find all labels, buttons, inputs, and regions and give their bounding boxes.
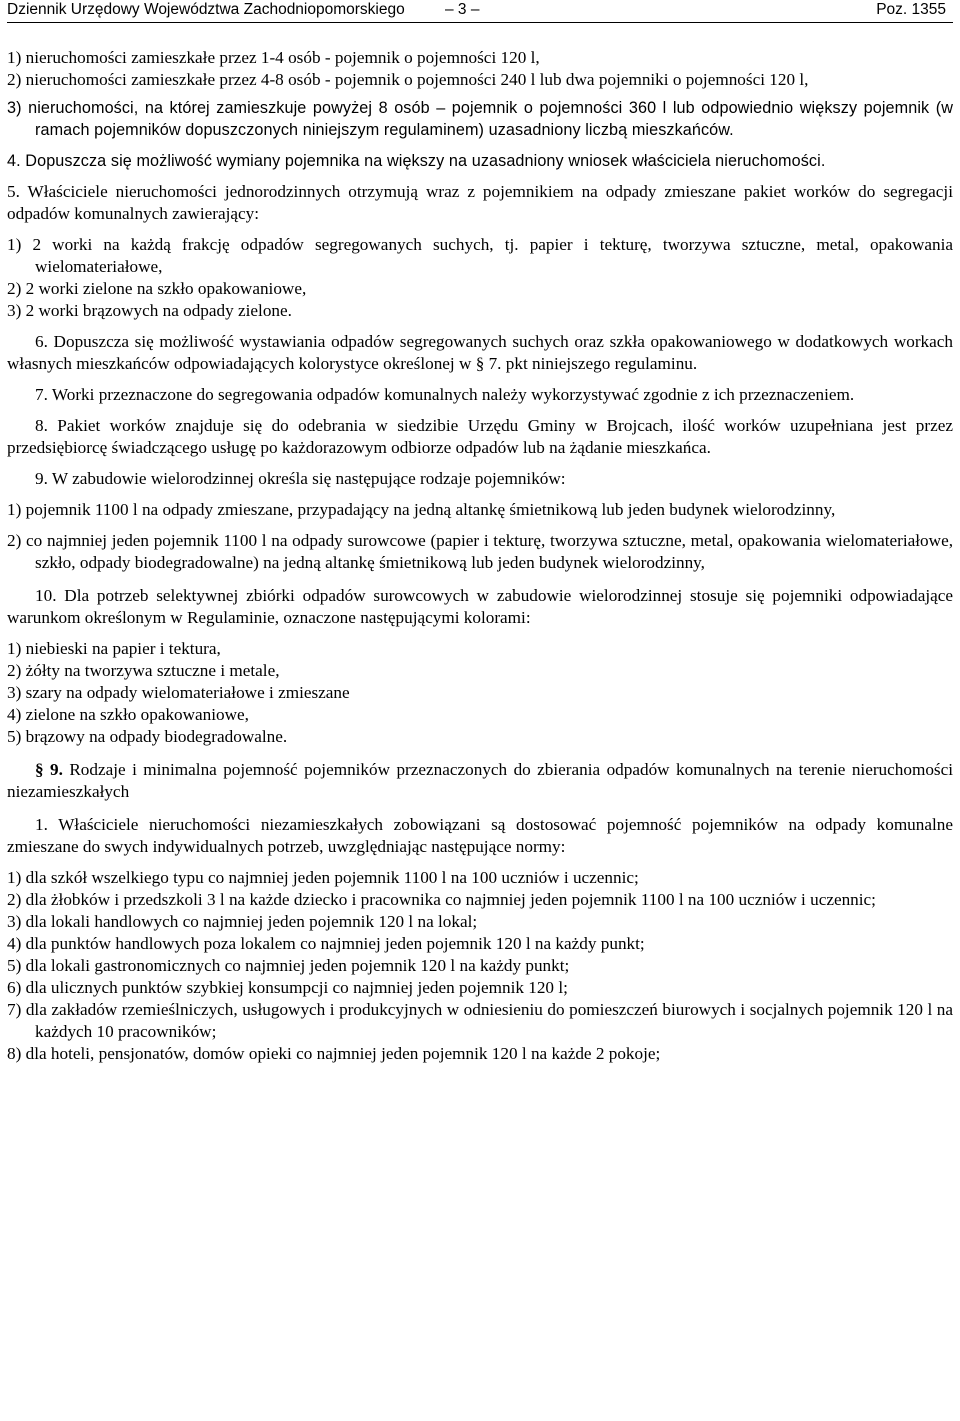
list-item: 4) dla punktów handlowych poza lokalem co najmniej jeden pojemnik 120 l na każdy punkt; xyxy=(7,934,645,953)
paragraph: 1. Właściciele nieruchomości niezamieszkałych zobowiązani są dostosować pojemność pojemników na odpady komunalne zmieszane do swych indywidualnych potrzeb, uwzględniając następujące normy: xyxy=(7,815,953,856)
list-item: 6) dla ulicznych punktów szybkiej konsumpcji co najmniej jeden pojemnik 120 l; xyxy=(7,978,568,997)
list-item: 1) 2 worki na każdą frakcję odpadów segregowanych suchych, tj. papier i tekturę, tworzywa sztuczne, metal, opakowania wielomateriałowe, xyxy=(7,235,953,276)
list-item: 3) szary na odpady wielomateriałowe i zmieszane xyxy=(7,683,350,702)
section-number: § 9. xyxy=(35,760,63,779)
document-body xyxy=(7,23,953,1065)
list-item: 1) nieruchomości zamieszkałe przez 1-4 osób - pojemnik o pojemności 120 l, xyxy=(7,48,540,67)
list-item: 2) nieruchomości zamieszkałe przez 4-8 osób - pojemnik o pojemności 240 l lub dwa pojemniki o pojemności 120 l, xyxy=(7,70,809,89)
list-item: 5) dla lokali gastronomicznych co najmniej jeden pojemnik 120 l na każdy punkt; xyxy=(7,956,570,975)
list-item: 4) zielone na szkło opakowaniowe, xyxy=(7,705,249,724)
list-item: 3) nieruchomości, na której zamieszkuje powyżej 8 osób – pojemnik o pojemności 360 l lub odpowiednio większy pojemnik (w ramach pojemników dopuszczonych niniejszym regulaminem) uzasadniony liczbą mieszkańców. xyxy=(7,99,953,139)
paragraph: 6. Dopuszcza się możliwość wystawiania odpadów segregowanych suchych oraz szkła opakowaniowego w dodatkowych workach własnych mieszkańców odpowiadających kolorystyce określonej w § 7. pkt niniejszego regulaminu. xyxy=(7,332,953,373)
list-item: 8) dla hoteli, pensjonatów, domów opieki co najmniej jeden pojemnik 120 l na każde 2 pokoje; xyxy=(7,1044,661,1063)
journal-title: Dziennik Urzędowy Województwa Zachodniopomorskiego xyxy=(7,1,405,18)
list-item: 2) żółty na tworzywa sztuczne i metale, xyxy=(7,661,280,680)
list-item: 1) pojemnik 1100 l na odpady zmieszane, przypadający na jedną altankę śmietnikową lub jeden budynek wielorodzinny, xyxy=(7,500,836,519)
list-item: 3) dla lokali handlowych co najmniej jeden pojemnik 120 l na lokal; xyxy=(7,912,478,931)
paragraph: 7. Worki przeznaczone do segregowania odpadów komunalnych należy wykorzystywać zgodnie z ich przeznaczeniem. xyxy=(35,385,855,404)
list-item: 1) dla szkół wszelkiego typu co najmniej jeden pojemnik 1100 l na 100 uczniów i uczennic; xyxy=(7,868,639,887)
list-item: 5) brązowy na odpady biodegradowalne. xyxy=(7,727,288,746)
list-item: 7) dla zakładów rzemieślniczych, usługowych i produkcyjnych w odniesieniu do pomieszczeń biurowych i socjalnych pojemnik 120 l na każdych 10 pracowników; xyxy=(7,1000,953,1041)
paragraph: 8. Pakiet worków znajduje się do odebrania w siedzibie Urzędu Gminy w Brojcach, ilość worków uzupełniana jest przez przedsiębiorcę świadczącego usługę po każdorazowym odbiorze odpadów lub na żądanie mieszkańca. xyxy=(7,416,953,457)
section-heading xyxy=(7,759,953,803)
position-number: Poz. 1355 xyxy=(876,1,946,18)
list-item: 3) 2 worki brązowych na odpady zielone. xyxy=(7,301,292,320)
list-item: 1) niebieski na papier i tektura, xyxy=(7,639,221,658)
section-title: Rodzaje i minimalna pojemność pojemników przeznaczonych do zbierania odpadów komunalnych na terenie nieruchomości niezamieszkałych xyxy=(7,760,954,801)
paragraph: 5. Właściciele nieruchomości jednorodzinnych otrzymują wraz z pojemnikiem na odpady zmieszane pakiet worków do segregacji odpadów komunalnych zawierający: xyxy=(7,182,953,223)
paragraph: 9. W zabudowie wielorodzinnej określa się następujące rodzaje pojemników: xyxy=(35,469,566,488)
list-item: 2) co najmniej jeden pojemnik 1100 l na odpady surowcowe (papier i tekturę, tworzywa sztuczne, metal, opakowania wielomateriałowe, szkło, odpady biodegradowalne) na jedną altankę śmietnikową lub jeden budynek wielorodzinny, xyxy=(7,531,953,572)
paragraph: 10. Dla potrzeb selektywnej zbiórki odpadów surowcowych w zabudowie wielorodzinnej stosuje się pojemniki odpowiadające warunkom określonym w Regulaminie, oznaczone następującymi kolorami: xyxy=(7,586,953,627)
page-number: – 3 – xyxy=(445,1,480,18)
list-item: 2) 2 worki zielone na szkło opakowaniowe, xyxy=(7,279,307,298)
paragraph: 4. Dopuszcza się możliwość wymiany pojemnika na większy na uzasadniony wniosek właściciela nieruchomości. xyxy=(7,152,826,170)
page-header xyxy=(7,0,953,23)
list-item: 2) dla żłobków i przedszkoli 3 l na każde dziecko i pracownika co najmniej jeden pojemnik 1100 l na 100 uczniów i uczennic; xyxy=(7,890,876,909)
